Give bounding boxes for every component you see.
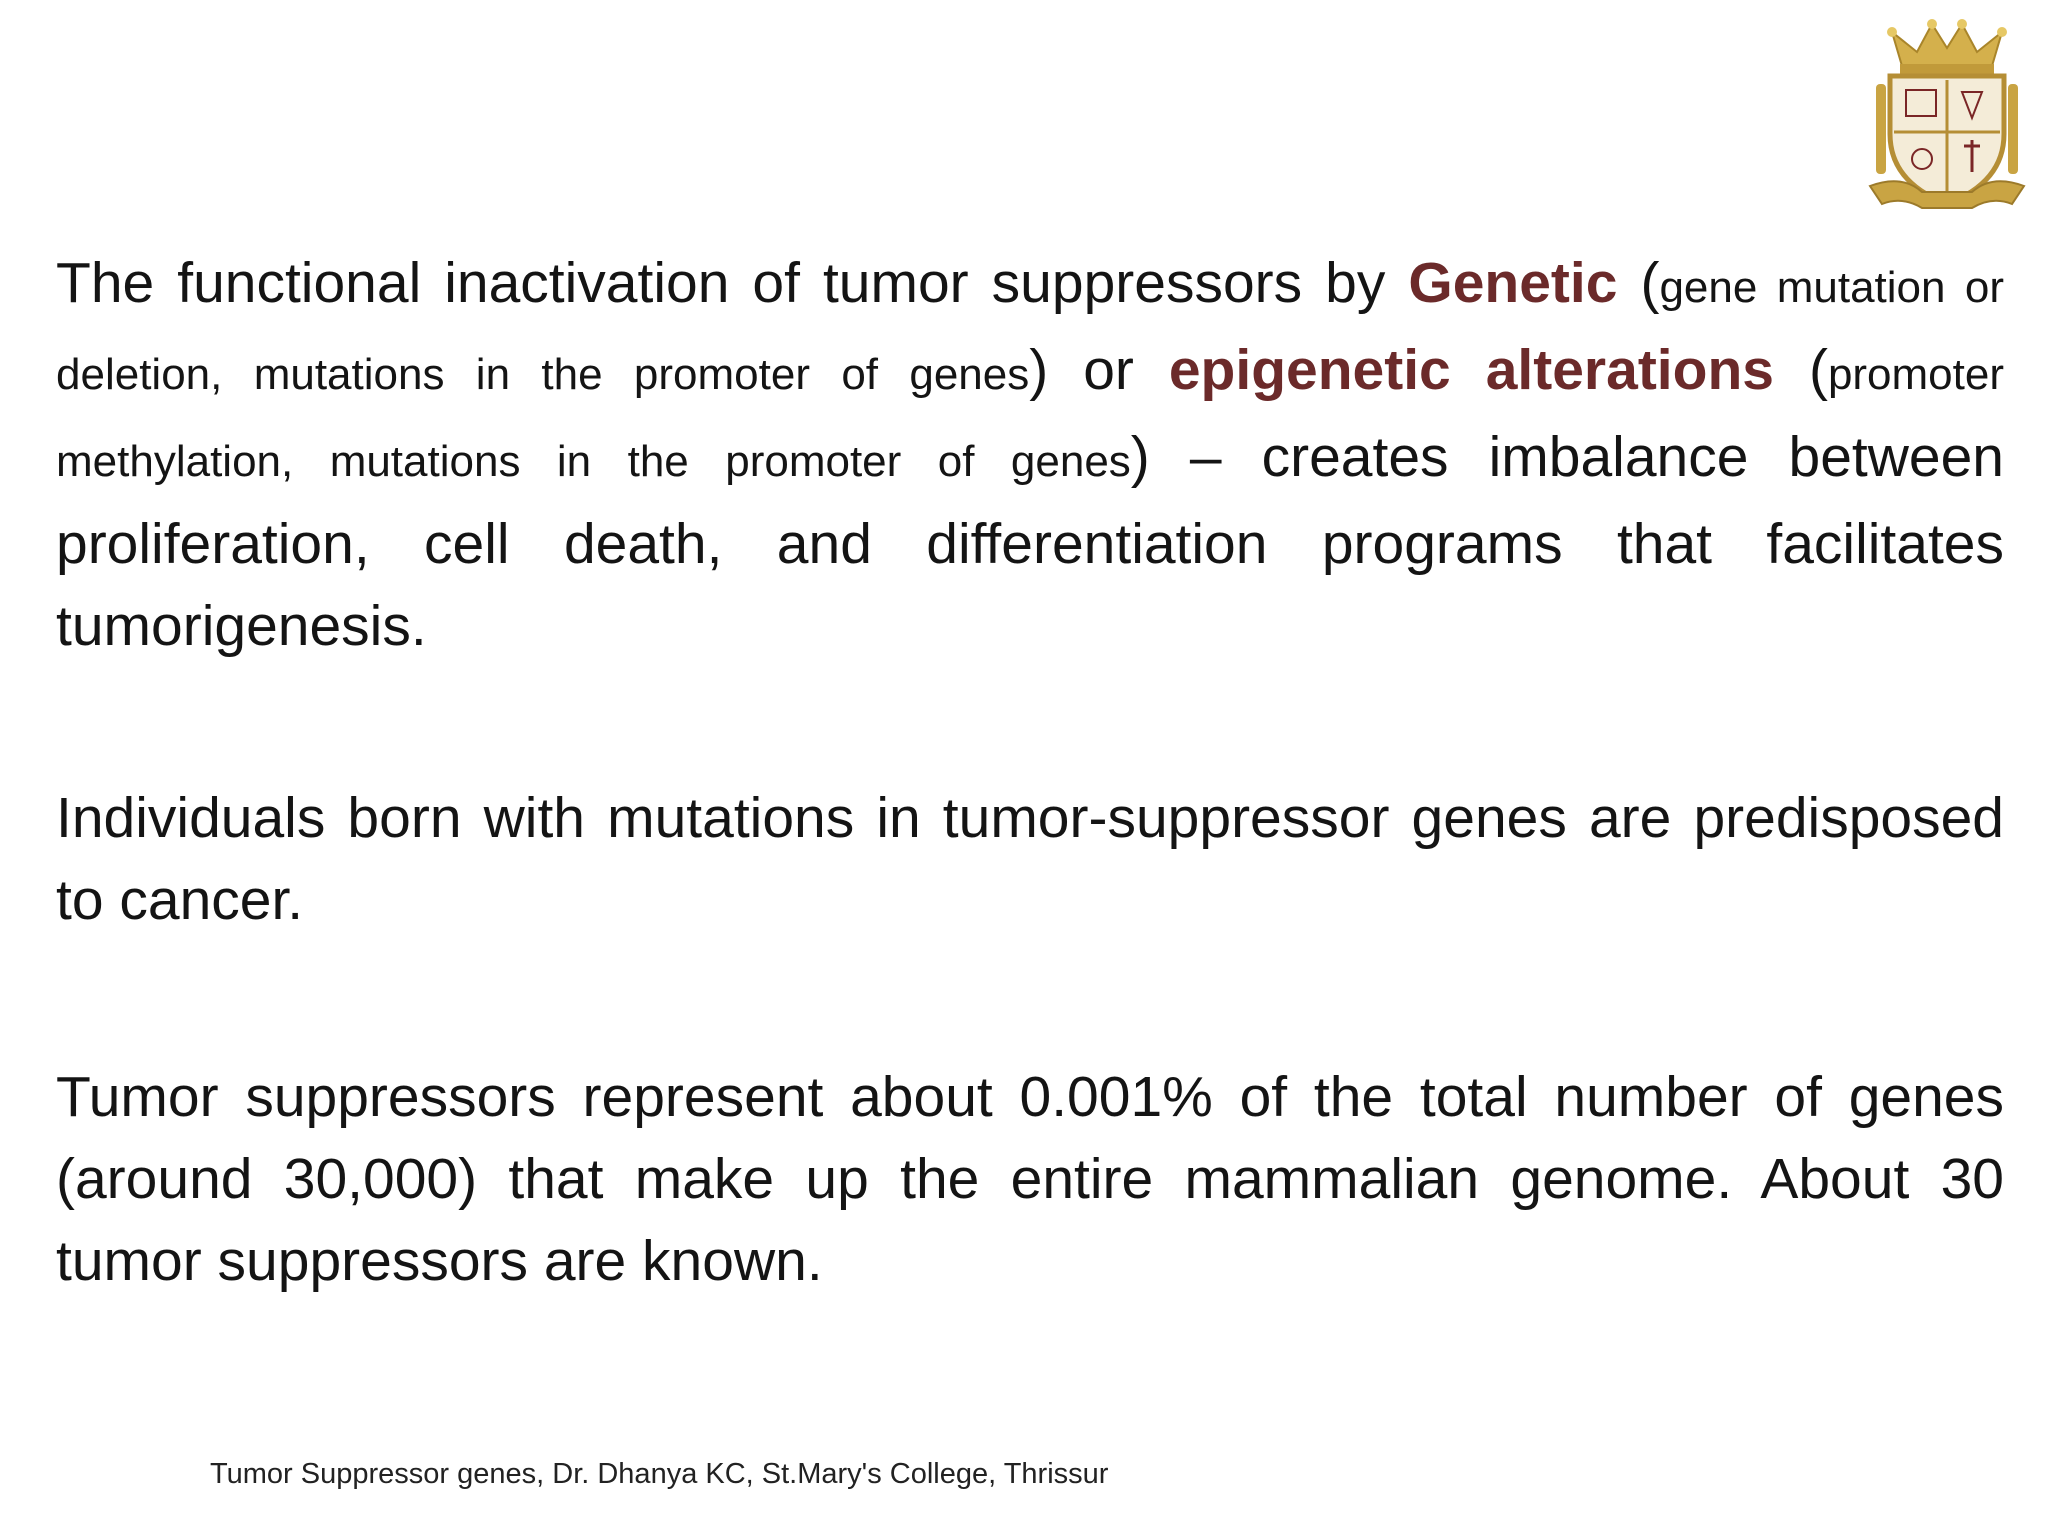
epigenetic-detail: promoter methylation, mutations in the promoter of genes xyxy=(56,350,2005,486)
p1-text-2: ( xyxy=(1617,251,1660,315)
epigenetic-highlight: epigenetic alterations xyxy=(1168,338,1774,402)
paragraph-genetic-epigenetic xyxy=(56,242,2004,667)
p1-text-1: The functional inactivation of tumor suppressors by xyxy=(56,251,1409,315)
p1-text-5: ) – creates imbalance between proliferation, cell death, and differentiation programs that facilitates tumorigenesis. xyxy=(56,425,2004,658)
genetic-highlight: Genetic xyxy=(1408,251,1618,315)
paragraph-predisposed: Individuals born with mutations in tumor-suppressor genes are predisposed to cancer. xyxy=(56,786,2004,932)
slide-footer: Tumor Suppressor genes, Dr. Dhanya KC, St.Mary's College, Thrissur xyxy=(210,1458,1109,1490)
p1-text-4: ( xyxy=(1773,338,1828,402)
p1-text-3: ) or xyxy=(1029,338,1169,402)
paragraph-tumor-suppressor-count: Tumor suppressors represent about 0.001% of the total number of genes (around 30,000) that make up the entire mammalian genome. About 30 tumor suppressors are known. xyxy=(56,1065,2004,1293)
genetic-detail: gene mutation or deletion, mutations in the promoter of genes xyxy=(56,263,2004,399)
college-crest-icon xyxy=(1862,14,2032,224)
